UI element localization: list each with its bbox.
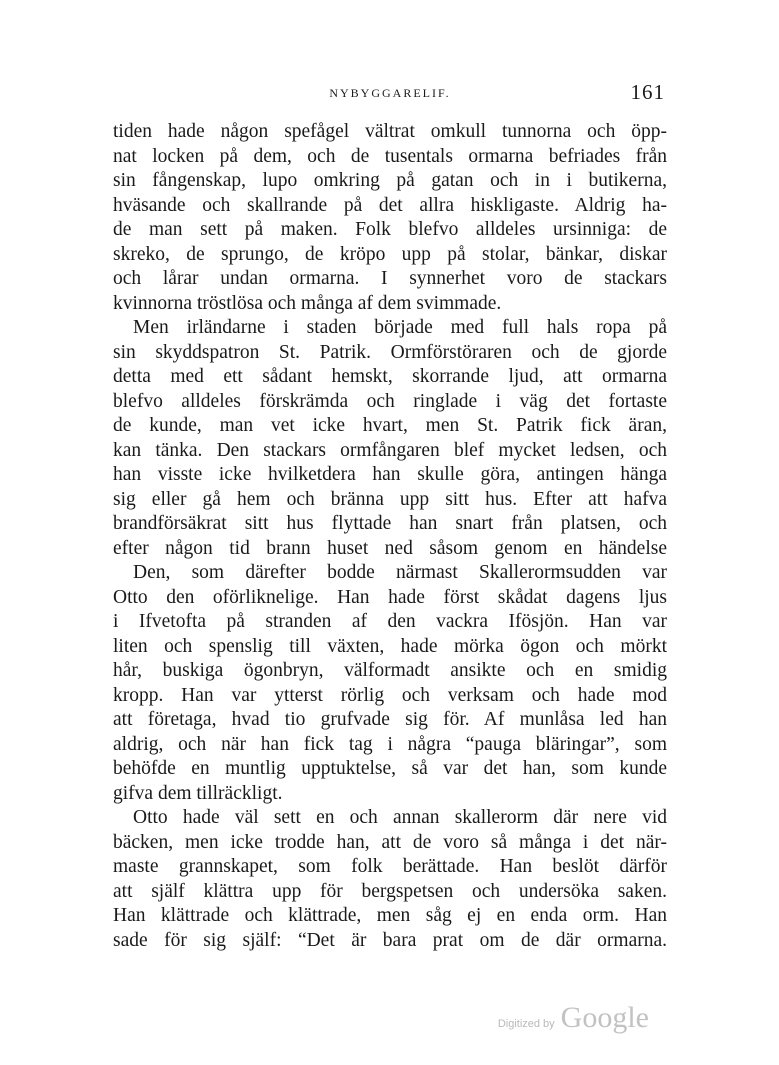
text-line: aldrig, och när han fick tag i några “pauga bläringar”, som xyxy=(113,733,667,755)
text-line: kan tänka. Den stackars ormfångaren blef mycket ledsen, och xyxy=(113,439,667,461)
text-line: Otto den oförliknelige. Han hade först skådat dagens ljus xyxy=(113,586,667,608)
text-line: nat locken på dem, och de tusentals ormarna befriades från xyxy=(113,145,667,167)
text-line: bäcken, men icke trodde han, att de voro så många i det när- xyxy=(113,831,667,853)
digitized-by-label: Digitized by xyxy=(497,1018,555,1030)
text-line: kropp. Han var ytterst rörlig och verksam och hade mod xyxy=(113,684,667,706)
text-line: att själf klättra upp för bergspetsen och undersöka saken. xyxy=(113,880,667,902)
running-header xyxy=(115,80,665,104)
text-line: och lårar undan ormarna. I synnerhet voro de stackars xyxy=(113,268,667,289)
text-line: hväsande och skallrande på det allra hiskligaste. Aldrig ha- xyxy=(113,194,667,216)
text-line: de kunde, man vet icke hvart, men St. Patrik fick äran, xyxy=(113,415,667,436)
text-line: kvinnorna tröstlösa och många af dem svimmade. xyxy=(113,292,502,314)
text-line: behöfde en muntlig upptuktelse, så var det han, som kunde xyxy=(113,758,667,779)
text-line: Den, som därefter bodde närmast Skallerormsudden var xyxy=(133,562,667,583)
text-line: gifva dem tillräckligt. xyxy=(113,782,283,804)
text-line: brandförsäkrat sitt hus flyttade han snart från platsen, och xyxy=(113,513,667,534)
text-line: skreko, de sprungo, de kröpo upp på stolar, bänkar, diskar xyxy=(113,243,667,265)
google-logo: Google xyxy=(560,1001,649,1034)
text-line: de man sett på maken. Folk blefvo alldeles ursinniga: de xyxy=(113,219,667,240)
text-line: sin fångenskap, lupo omkring på gatan och in i butikerna, xyxy=(113,170,667,191)
digitized-watermark xyxy=(498,1001,649,1035)
text-line: maste grannskapet, som folk berättade. Han beslöt därför xyxy=(113,856,667,877)
body-text xyxy=(113,120,667,953)
text-line: sin skyddspatron St. Patrik. Ormförstöraren och de gjorde xyxy=(113,341,667,363)
text-line: sade för sig själf: “Det är bara prat om de där ormarna. xyxy=(113,929,667,951)
running-title: NYBYGGARELIF. xyxy=(329,86,451,100)
text-line: Men irländarne i staden började med full hals ropa på xyxy=(133,317,667,338)
text-line: sig eller gå hem och bränna upp sitt hus. Efter att hafva xyxy=(113,488,667,510)
text-line: Otto hade väl sett en och annan skallerorm där nere vid xyxy=(133,807,667,828)
text-line: detta med ett sådant hemskt, skorrande ljud, att ormarna xyxy=(113,366,667,387)
text-line: blefvo alldeles förskrämda och ringlade i väg det fortaste xyxy=(113,390,667,412)
text-line: liten och spenslig till växten, hade mörka ögon och mörkt xyxy=(113,635,667,657)
text-line: han visste icke hvilketdera han skulle göra, antingen hänga xyxy=(113,464,667,485)
page-number: 161 xyxy=(630,80,665,104)
text-line: efter någon tid brann huset ned såsom genom en händelse xyxy=(113,537,667,559)
text-line: tiden hade någon spefågel vältrat omkull tunnorna och öpp- xyxy=(113,121,667,142)
text-line: hår, buskiga ögonbryn, välformadt ansikte och en smidig xyxy=(113,660,667,681)
text-line: att företaga, hvad tio grufvade sig för. Af munlåsa led han xyxy=(113,709,667,730)
text-line: Han klättrade och klättrade, men såg ej en enda orm. Han xyxy=(113,905,667,926)
text-line: i Ifvetofta på stranden af den vackra Ifösjön. Han var xyxy=(113,611,667,632)
